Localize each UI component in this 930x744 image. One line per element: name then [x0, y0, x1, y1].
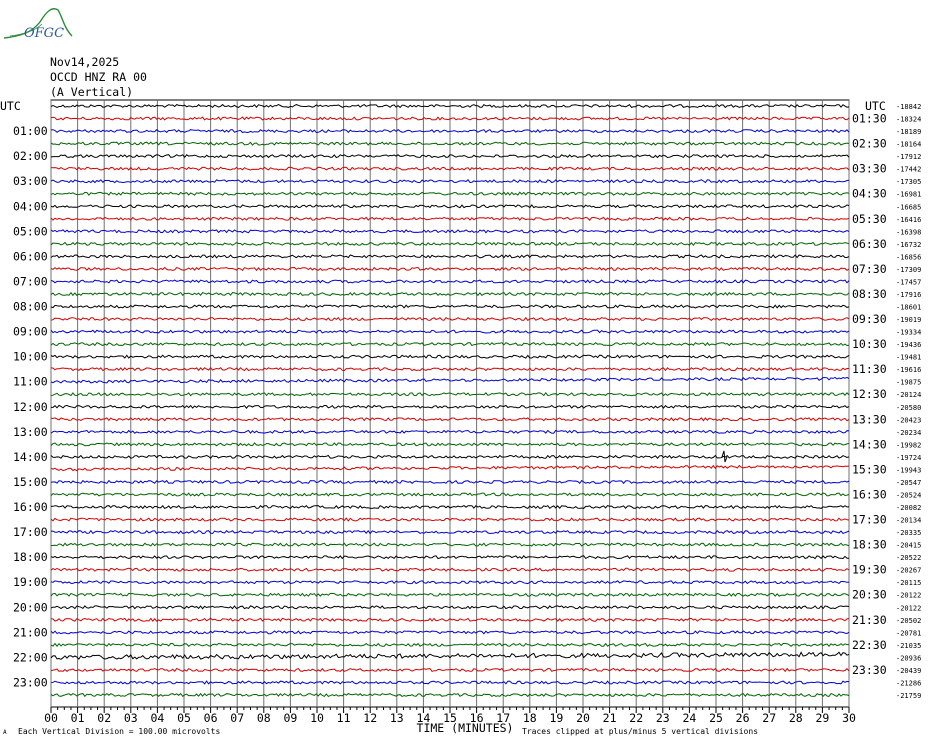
- logo-text: OFGC: [24, 26, 65, 41]
- x-tick-label: 18: [522, 711, 537, 725]
- trace-offset-label: -16856: [896, 253, 922, 262]
- trace-offset-label: -20524: [896, 491, 922, 500]
- right-hour-label: 10:30: [852, 337, 887, 352]
- trace-offset-label: -19875: [896, 378, 922, 387]
- trace-offset-label: -17457: [896, 278, 922, 287]
- left-hour-label: 20:00: [13, 600, 48, 615]
- trace-offset-label: -20115: [896, 579, 922, 588]
- left-utc-label: UTC: [0, 99, 21, 113]
- left-hour-label: 11:00: [13, 374, 48, 389]
- trace-offset-label: -20502: [896, 616, 922, 625]
- trace-offset-label: -16398: [896, 228, 922, 237]
- left-hour-label: 03:00: [13, 174, 48, 189]
- trace-offset-label: -20122: [896, 591, 922, 600]
- x-tick-label: 26: [735, 711, 750, 725]
- trace-offset-label: -21759: [896, 692, 922, 700]
- trace-offset-label: -20134: [896, 516, 922, 525]
- trace-offset-label: -19616: [896, 366, 922, 375]
- footer-left: Each Vertical Division = 100.00 microvolts: [18, 727, 221, 736]
- trace-offset-label: -20335: [896, 529, 922, 538]
- left-hour-label: 12:00: [13, 399, 48, 414]
- component-label: (A Vertical): [50, 85, 134, 99]
- right-hour-label: 14:30: [852, 437, 887, 452]
- left-hour-label: 15:00: [13, 474, 48, 489]
- left-hour-label: 06:00: [13, 249, 48, 264]
- trace-offset-label: -20936: [896, 654, 922, 663]
- right-utc-label: UTC: [865, 99, 886, 113]
- trace-offset-label: -16981: [896, 190, 922, 199]
- trace-offset-label: -19481: [896, 353, 922, 362]
- right-hour-label: 22:30: [852, 637, 887, 652]
- x-tick-label: 24: [682, 711, 697, 725]
- date-label: Nov14,2025: [50, 55, 120, 69]
- trace-offset-label: -19436: [896, 341, 922, 350]
- x-tick-label: 23: [655, 711, 670, 725]
- trace-offset-label: -20439: [896, 666, 922, 675]
- x-tick-label: 19: [549, 711, 564, 725]
- x-tick-label: 08: [256, 711, 271, 725]
- trace-offset-label: -17912: [896, 153, 922, 162]
- right-hour-label: 20:30: [852, 587, 887, 602]
- x-axis-label: TIME (MINUTES): [416, 721, 514, 735]
- x-tick-label: 14: [416, 711, 431, 725]
- trace-offset-label: -16732: [896, 240, 922, 249]
- footer-mark: A: [3, 729, 7, 736]
- x-tick-label: 10: [310, 711, 324, 725]
- trace-offset-label: -21286: [896, 679, 922, 688]
- x-tick-label: 15: [443, 711, 457, 725]
- trace-offset-label: -20415: [896, 541, 922, 550]
- right-hour-label: 13:30: [852, 412, 887, 427]
- trace-offset-label: -20082: [896, 504, 922, 513]
- trace-offset-label: -20122: [896, 604, 922, 613]
- left-hour-label: 17:00: [13, 525, 48, 540]
- right-hour-label: 18:30: [852, 537, 887, 552]
- x-tick-label: 12: [363, 711, 378, 725]
- trace-offset-label: -18164: [896, 140, 922, 149]
- left-hour-label: 02:00: [13, 149, 48, 164]
- x-tick-label: 13: [389, 711, 404, 725]
- right-hour-label: 23:30: [852, 662, 887, 677]
- trace-offset-label: -19334: [896, 328, 922, 337]
- footer-right: Traces clipped at plus/minus 5 vertical divisions: [522, 727, 759, 736]
- trace-offset-label: -18324: [896, 115, 922, 124]
- right-hour-label: 08:30: [852, 286, 887, 301]
- right-hour-label: 16:30: [852, 487, 887, 502]
- x-tick-label: 20: [576, 711, 590, 725]
- trace-offset-label: -20234: [896, 428, 922, 437]
- right-hour-label: 02:30: [852, 136, 887, 151]
- station-label: OCCD HNZ RA 00: [50, 70, 147, 84]
- x-tick-label: 25: [709, 711, 723, 725]
- trace-offset-label: -21035: [896, 641, 922, 650]
- left-hour-label: 16:00: [13, 500, 48, 515]
- right-hour-label: 04:30: [852, 186, 887, 201]
- left-hour-label: 23:00: [13, 675, 48, 690]
- x-tick-label: 22: [629, 711, 644, 725]
- right-hour-label: 15:30: [852, 462, 887, 477]
- trace-offset-label: -20423: [896, 416, 922, 425]
- trace-offset-label: -20522: [896, 554, 922, 563]
- trace-offset-label: -17309: [896, 265, 922, 274]
- left-hour-label: 14:00: [13, 449, 48, 464]
- x-tick-label: 21: [602, 711, 617, 725]
- x-tick-label: 11: [336, 711, 351, 725]
- trace-offset-label: -19982: [896, 441, 922, 450]
- left-hour-label: 08:00: [13, 299, 48, 314]
- trace-offset-label: -16416: [896, 215, 922, 224]
- right-hour-label: 07:30: [852, 261, 887, 276]
- trace-offset-label: -18189: [896, 128, 922, 137]
- x-tick-label: 06: [203, 711, 218, 725]
- left-hour-label: 07:00: [13, 274, 48, 289]
- trace-offset-label: -17442: [896, 165, 922, 174]
- left-hour-label: 01:00: [13, 124, 48, 139]
- x-tick-label: 04: [150, 711, 165, 725]
- trace-offset-label: -17305: [896, 178, 922, 187]
- x-tick-label: 05: [177, 711, 191, 725]
- left-hour-label: 09:00: [13, 324, 48, 339]
- trace-offset-label: -19019: [896, 316, 922, 325]
- right-hour-label: 21:30: [852, 612, 887, 627]
- trace-offset-label: -18842: [896, 103, 922, 111]
- trace-offset-label: -20267: [896, 566, 922, 575]
- right-hour-label: 17:30: [852, 512, 887, 527]
- x-tick-label: 01: [70, 711, 85, 725]
- x-tick-label: 27: [762, 711, 777, 725]
- trace-offset-label: -20580: [896, 403, 922, 412]
- x-tick-label: 16: [469, 711, 484, 725]
- left-hour-label: 18:00: [13, 550, 48, 565]
- x-tick-label: 28: [788, 711, 803, 725]
- x-tick-label: 03: [123, 711, 138, 725]
- left-hour-label: 10:00: [13, 349, 48, 364]
- trace-offset-label: -20547: [896, 478, 922, 487]
- left-hour-label: 21:00: [13, 625, 48, 640]
- right-hour-label: 09:30: [852, 312, 887, 327]
- x-tick-label: 29: [815, 711, 830, 725]
- right-hour-label: 19:30: [852, 562, 887, 577]
- x-tick-label: 17: [496, 711, 511, 725]
- trace-offset-label: -20124: [896, 391, 922, 400]
- trace-offset-label: -19724: [896, 453, 922, 462]
- x-tick-label: 09: [283, 711, 298, 725]
- left-hour-label: 22:00: [13, 650, 48, 665]
- left-hour-label: 05:00: [13, 224, 48, 239]
- right-hour-label: 11:30: [852, 362, 887, 377]
- left-hour-label: 19:00: [13, 575, 48, 590]
- left-hour-label: 04:00: [13, 199, 48, 214]
- trace-offset-label: -20781: [896, 629, 922, 638]
- trace-offset-label: -19943: [896, 466, 922, 475]
- x-tick-label: 00: [44, 711, 58, 725]
- right-hour-label: 06:30: [852, 236, 887, 251]
- right-hour-label: 01:30: [852, 111, 887, 126]
- left-hour-label: 13:00: [13, 424, 48, 439]
- x-tick-label: 07: [230, 711, 245, 725]
- trace-offset-label: -18601: [896, 303, 922, 312]
- right-hour-label: 03:30: [852, 161, 887, 176]
- x-tick-label: 30: [842, 711, 856, 725]
- x-tick-label: 02: [97, 711, 112, 725]
- trace-offset-label: -17916: [896, 290, 922, 299]
- right-hour-label: 05:30: [852, 211, 887, 226]
- trace-offset-label: -16685: [896, 203, 922, 212]
- right-hour-label: 12:30: [852, 387, 887, 402]
- axis-labels: [0, 99, 921, 736]
